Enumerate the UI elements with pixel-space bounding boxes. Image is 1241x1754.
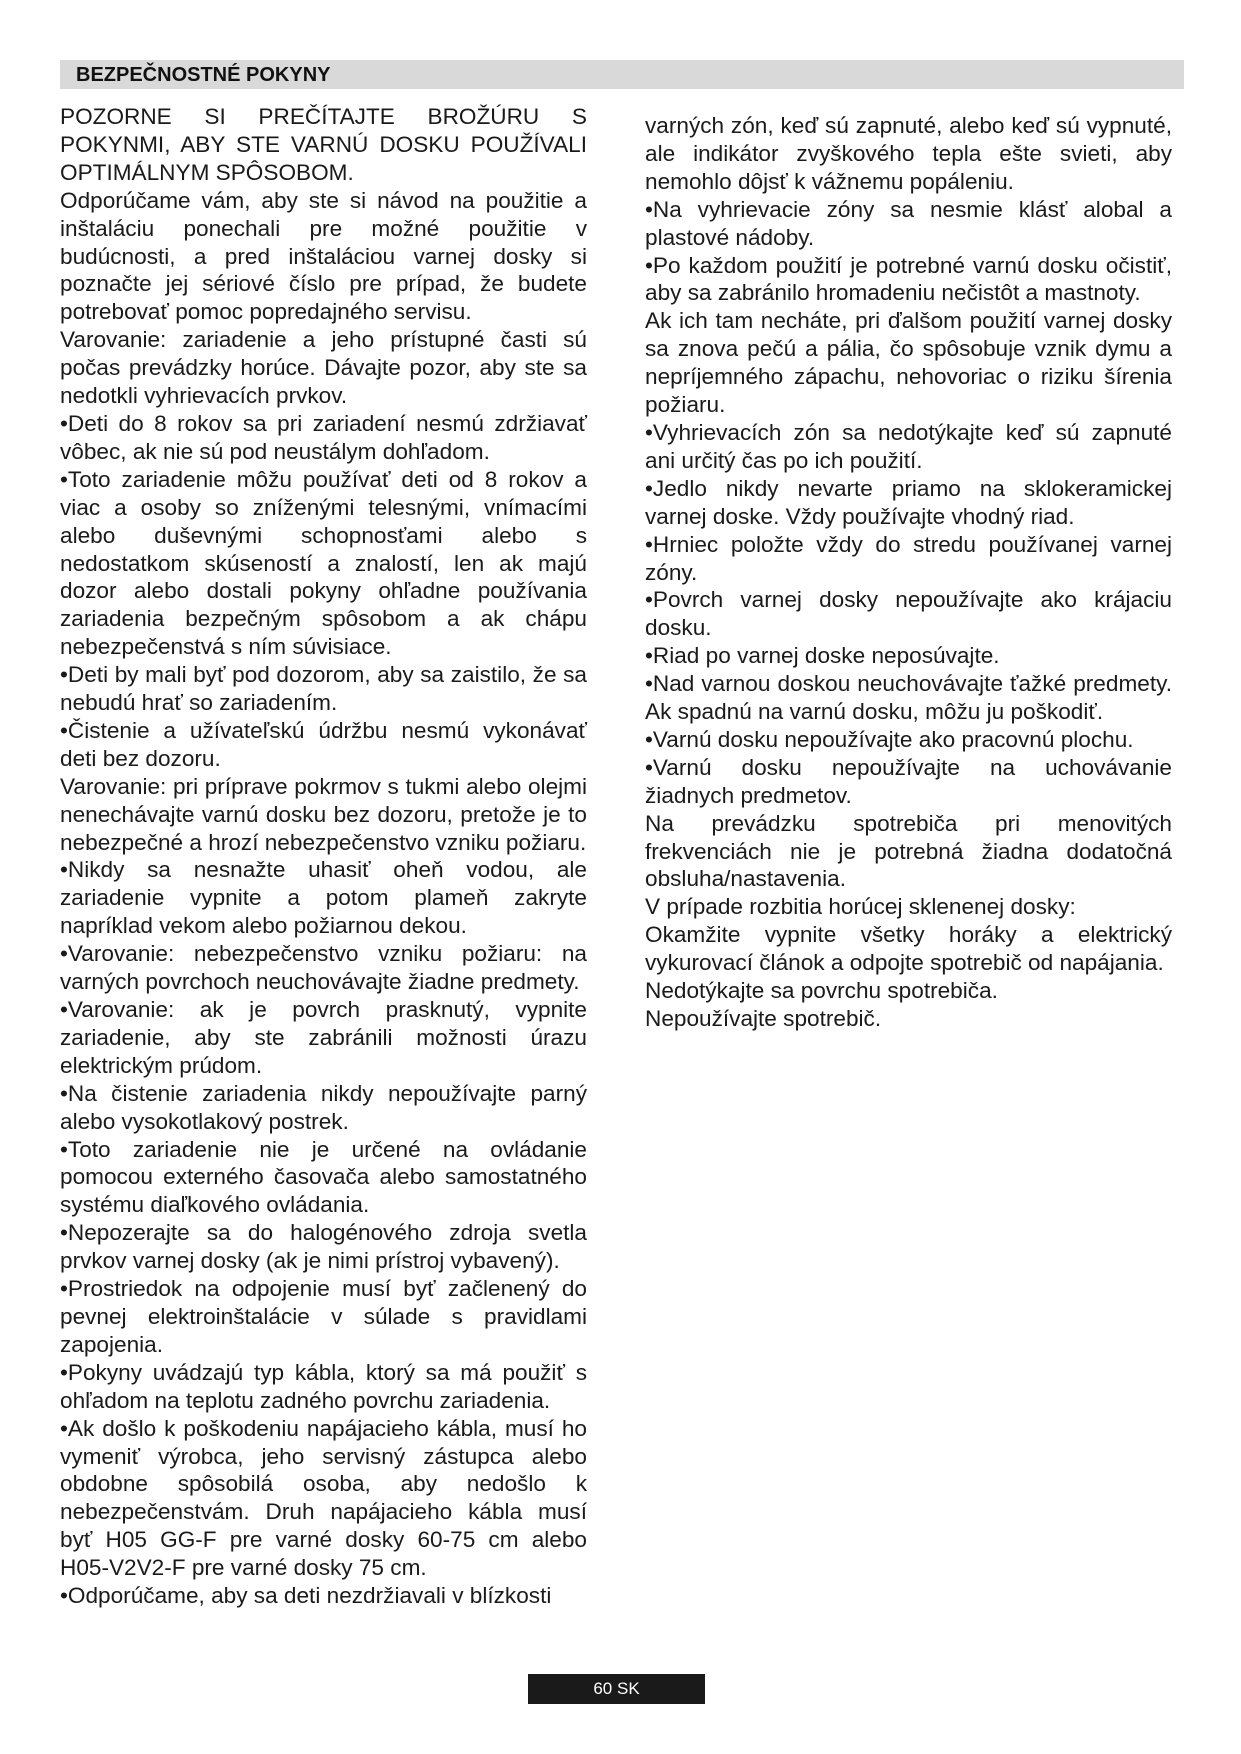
paragraph: POZORNE SI PREČÍTAJTE BROŽÚRU S POKYNMI, ABY STE VARNÚ DOSKU POUŽÍVALI OPTIMÁLNYM SPÔSOBOM. (60, 104, 587, 185)
page-number: 60 SK (593, 1679, 640, 1698)
left-column (60, 103, 587, 1610)
section-header-bar (60, 60, 1184, 89)
paragraph: •Toto zariadenie môžu používať deti od 8 rokov a viac a osoby so zníženými telesnými, vnímacími alebo duševnými schopnosťami alebo s nedostatkom skúseností a znalostí, len ak majú dozor alebo dostali pokyny ohľadne používania zariadenia bezpečným spôsobom a ak chápu nebezpečenstvá s ním súvisiace. (60, 466, 587, 660)
right-column (645, 112, 1172, 1033)
paragraph: Varovanie: pri príprave pokrmov s tukmi alebo olejmi nenechávajte varnú dosku bez dozoru, pretože je to nebezpečné a hrozí nebezpečenstvo vzniku požiaru. (60, 773, 587, 855)
paragraph: •Nikdy sa nesnažte uhasiť oheň vodou, ale zariadenie vypnite a potom plameň zakryte napríklad vekom alebo požiarnou dekou. (60, 857, 587, 939)
paragraph: •Na čistenie zariadenia nikdy nepoužívajte parný alebo vysokotlakový postrek. (60, 1080, 587, 1134)
paragraph: •Deti by mali byť pod dozorom, aby sa zaistilo, že sa nebudú hrať so zariadením. (60, 662, 587, 716)
paragraph: •Po každom použití je potrebné varnú dosku očistiť, aby sa zabránilo hromadeniu nečistôt a mastnoty. (645, 252, 1172, 306)
paragraph: Nepoužívajte spotrebič. (645, 1006, 882, 1031)
paragraph: •Nepozerajte sa do halogénového zdroja svetla prvkov varnej dosky (ak je nimi prístroj vybavený). (60, 1220, 587, 1274)
paragraph: •Ak došlo k poškodeniu napájacieho kábla, musí ho vymeniť výrobca, jeho servisný zástupca alebo obdobne spôsobilá osoba, aby nedošlo k nebezpečenstvám. Druh napájacieho kábla musí byť H05 GG-F pre varné dosky 60-75 cm alebo H05-V2V2-F pre varné dosky 75 cm. (60, 1415, 587, 1581)
paragraph: •Varovanie: nebezpečenstvo vzniku požiaru: na varných povrchoch neuchovávajte žiadne predmety. (60, 941, 587, 995)
paragraph: •Deti do 8 rokov sa pri zariadení nesmú zdržiavať vôbec, ak nie sú pod neustálym dohľadom. (60, 410, 587, 464)
paragraph: •Nad varnou doskou neuchovávajte ťažké predmety. Ak spadnú na varnú dosku, môžu ju poškodiť. (645, 671, 1172, 725)
paragraph: Okamžite vypnite všetky horáky a elektrický vykurovací článok a odpojte spotrebič od napájania. (645, 922, 1172, 976)
paragraph: •Hrniec položte vždy do stredu používanej varnej zóny. (645, 531, 1172, 585)
paragraph: •Pokyny uvádzajú typ kábla, ktorý sa má použiť s ohľadom na teplotu zadného povrchu zariadenia. (60, 1359, 587, 1413)
paragraph: •Jedlo nikdy nevarte priamo na sklokeramickej varnej doske. Vždy používajte vhodný riad. (645, 475, 1172, 529)
paragraph: •Odporúčame, aby sa deti nezdržiavali v blízkosti (60, 1583, 552, 1609)
section-title: BEZPEČNOSTNÉ POKYNY (76, 64, 331, 86)
paragraph: •Toto zariadenie nie je určené na ovládanie pomocou externého časovača alebo samostatného systému diaľkového ovládania. (60, 1136, 587, 1218)
paragraph: Ak ich tam necháte, pri ďalšom použití varnej dosky sa znova pečú a pália, čo spôsobuje vznik dymu a nepríjemného zápachu, nehovoriac o riziku šírenia požiaru. (645, 308, 1172, 418)
paragraph: •Varovanie: ak je povrch prasknutý, vypnite zariadenie, aby ste zabránili možnosti úrazu elektrickým prúdom. (60, 997, 587, 1078)
page-number-box (528, 1674, 705, 1704)
paragraph: •Prostriedok na odpojenie musí byť začlenený do pevnej elektroinštalácie v súlade s pravidlami zapojenia. (60, 1276, 587, 1357)
paragraph: •Vyhrievacích zón sa nedotýkajte keď sú zapnuté ani určitý čas po ich použití. (645, 419, 1172, 473)
paragraph: •Riad po varnej doske neposúvajte. (645, 643, 1000, 669)
paragraph: •Čistenie a užívateľskú údržbu nesmú vykonávať deti bez dozoru. (60, 717, 587, 771)
paragraph: Nedotýkajte sa povrchu spotrebiča. (645, 978, 998, 1004)
paragraph: •Povrch varnej dosky nepoužívajte ako krájaciu dosku. (645, 587, 1172, 641)
paragraph: varných zón, keď sú zapnuté, alebo keď sú vypnuté, ale indikátor zvyškového tepla ešte svieti, aby nemohlo dôjsť k vážnemu popáleniu. (645, 113, 1172, 194)
paragraph: Na prevádzku spotrebiča pri menovitých frekvenciách nie je potrebná žiadna dodatočná obsluha/nastavenia. (645, 810, 1172, 892)
paragraph: •Varnú dosku nepoužívajte na uchovávanie žiadnych predmetov. (645, 754, 1172, 808)
paragraph: Varovanie: zariadenie a jeho prístupné časti sú počas prevádzky horúce. Dávajte pozor, aby ste sa nedotkli vyhrievacích prvkov. (60, 327, 587, 409)
paragraph: •Varnú dosku nepoužívajte ako pracovnú plochu. (645, 726, 1134, 752)
paragraph: •Na vyhrievacie zóny sa nesmie klásť alobal a plastové nádoby. (645, 196, 1172, 250)
paragraph: Odporúčame vám, aby ste si návod na použitie a inštaláciu ponechali pre možné použitie v budúcnosti, a pred inštaláciou varnej dosky si poznačte jej sériové číslo pre prípad, že budete potrebovať pomoc popredajného servisu. (60, 187, 587, 325)
paragraph: V prípade rozbitia horúcej sklenenej dosky: (645, 894, 1076, 920)
